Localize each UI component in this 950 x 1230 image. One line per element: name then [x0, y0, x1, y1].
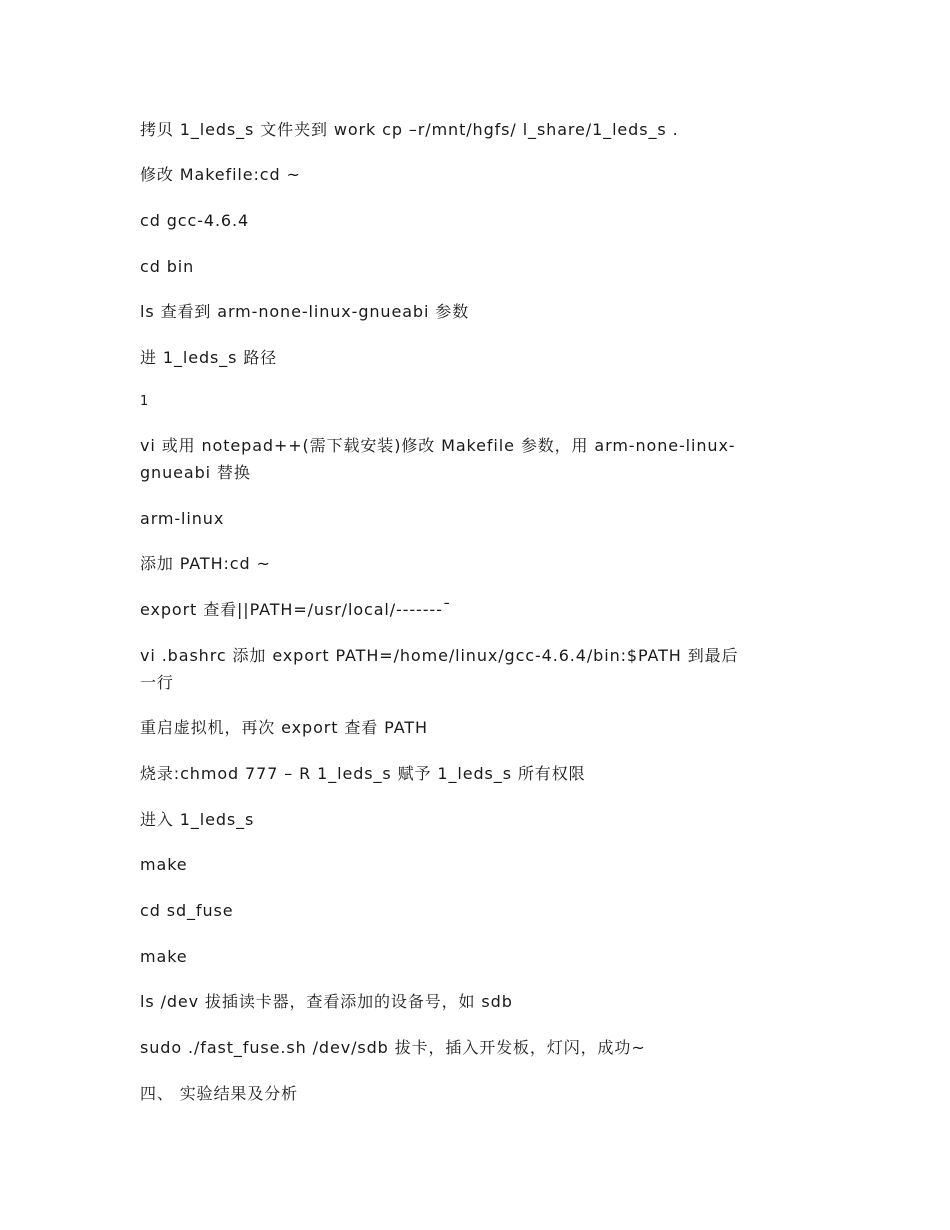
enter-path-line: 进 1_leds_s 路径 [140, 348, 278, 367]
fast-fuse-line: sudo ./fast_fuse.sh /dev/sdb 拔卡，插入开发板，灯闪，成功~ [140, 1038, 646, 1057]
modify-makefile-line: 修改 Makefile:cd ~ [140, 165, 301, 184]
export-view-line: export 查看||PATH=/usr/local/-------¯ [140, 600, 452, 619]
make-line-1: make [140, 855, 188, 874]
arm-linux-line: arm-linux [140, 509, 225, 528]
section-heading-results: 四、 实验结果及分析 [140, 1084, 299, 1103]
add-path-line: 添加 PATH:cd ~ [140, 554, 271, 573]
cd-sd-fuse-line: cd sd_fuse [140, 901, 234, 920]
cd-bin-line: cd bin [140, 257, 195, 276]
cd-gcc-line: cd gcc-4.6.4 [140, 211, 250, 230]
burn-chmod-line: 烧录:chmod 777 – R 1_leds_s 赋予 1_leds_s 所有权限 [140, 764, 586, 783]
ls-gnueabi-line: ls 查看到 arm-none-linux-gnueabi 参数 [140, 302, 470, 321]
make-line-2: make [140, 947, 188, 966]
ls-dev-line: ls /dev 拔插读卡器，查看添加的设备号，如 sdb [140, 992, 513, 1011]
enter-leds-line: 进入 1_leds_s [140, 810, 255, 829]
copy-folder-line: 拷贝 1_leds_s 文件夹到 work cp –r/mnt/hgfs/ l_share/1_leds_s . [140, 120, 679, 139]
bashrc-line: vi .bashrc 添加 export PATH=/home/linux/gcc-4.6.4/bin:$PATH 到最后 一行 [140, 646, 739, 692]
page-number-1: 1 [140, 394, 150, 409]
restart-vm-line: 重启虚拟机，再次 export 查看 PATH [140, 718, 428, 737]
vi-notepad-line: vi 或用 notepad++(需下载安装)修改 Makefile 参数，用 arm-none-linux- gnueabi 替换 [140, 436, 736, 482]
